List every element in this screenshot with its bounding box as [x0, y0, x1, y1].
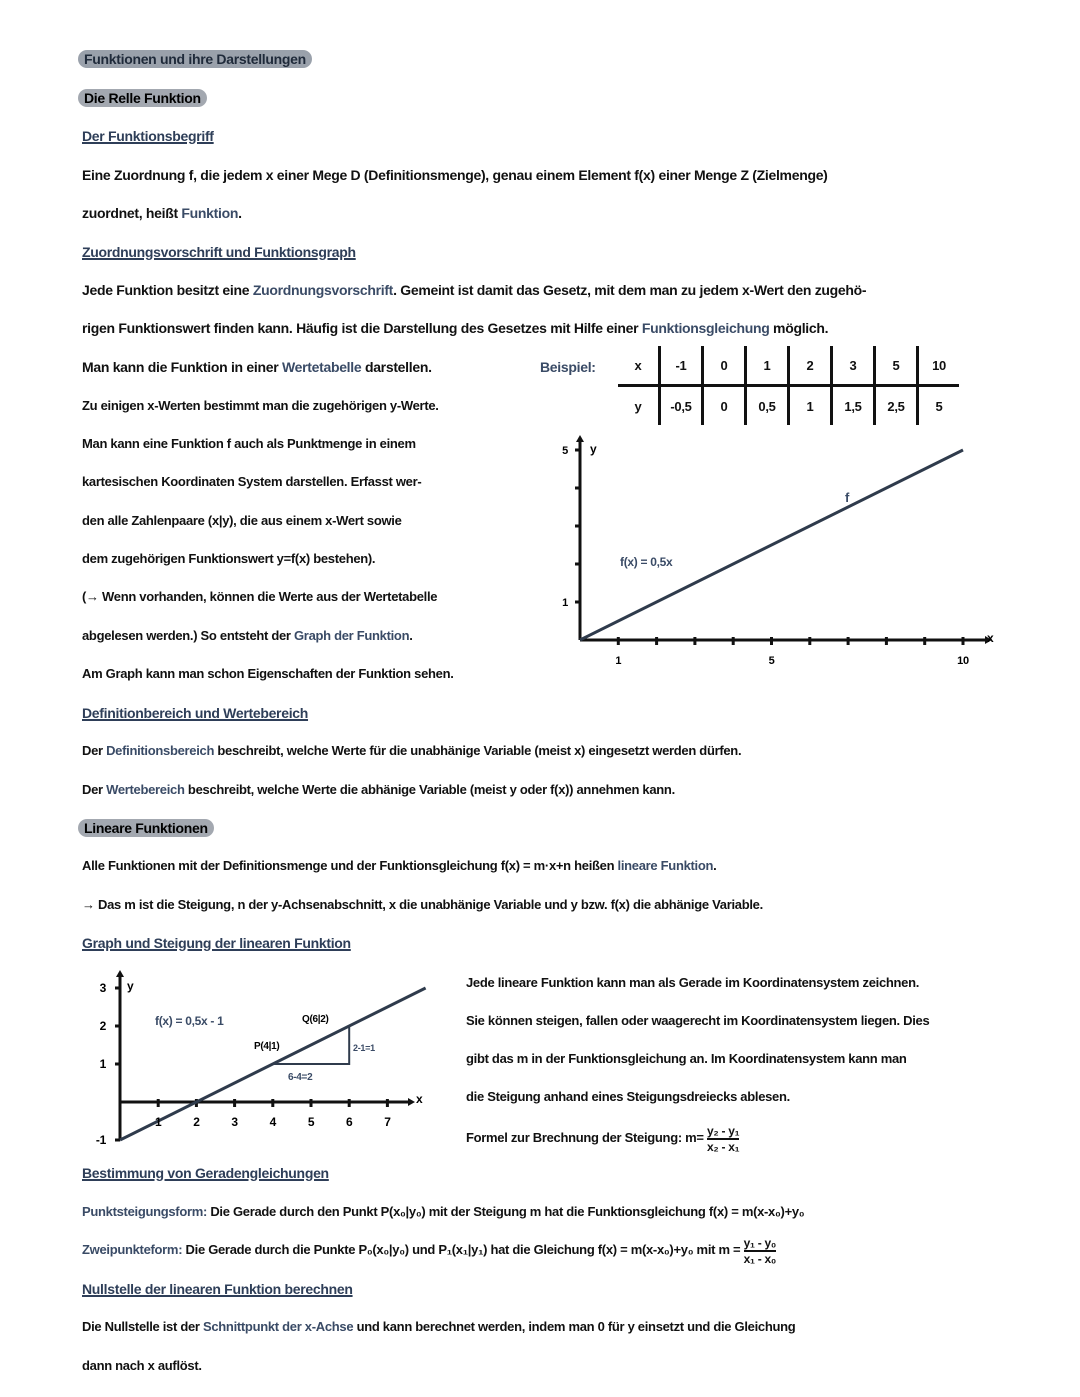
section-heading: Lineare Funktionen: [78, 819, 214, 837]
table-cell: 0: [703, 386, 746, 426]
table-cell: 0,5: [746, 386, 789, 426]
x-tick-label: 1: [615, 655, 622, 667]
paragraph: Jede lineare Funktion kann man als Gerade im Koordinatensystem zeichnen.: [466, 975, 920, 990]
table-header-y: y: [634, 398, 642, 414]
paragraph: Der Definitionsbereich beschreibt, welche Werte für die unabhänige Variable (meist x) eingesetzt werden dürfen.: [82, 743, 742, 758]
table-cell: 2,5: [875, 386, 918, 426]
y-tick-label: 5: [562, 445, 568, 457]
paragraph: Eine Zuordnung f, die jedem x einer Mege D (Definitionsmenge), genau einem Element f(x) einer Menge Z (Zielmenge): [82, 167, 828, 183]
curve-label: f: [845, 490, 850, 505]
subheading: Definitionbereich und Wertebereich: [82, 705, 309, 721]
paragraph: Sie können steigen, fallen oder waagerecht im Koordinatensystem liegen. Dies: [466, 1013, 930, 1028]
paragraph: zuordnet, heißt Funktion.: [82, 205, 242, 221]
subheading: Zuordnungsvorschrift und Funktionsgraph: [82, 244, 356, 260]
dy-label: 2-1=1: [353, 1043, 375, 1053]
paragraph: Der Wertebereich beschreibt, welche Werte die abhänige Variable (meist y oder f(x)) annehmen kann.: [82, 782, 675, 797]
y-tick-label: 1: [562, 597, 568, 609]
x-tick-label: 2: [193, 1115, 200, 1129]
table-cell: 1: [789, 386, 832, 426]
paragraph: Man kann die Funktion in einer Wertetabelle darstellen.: [82, 359, 432, 375]
x-tick-label: 1: [155, 1115, 162, 1129]
paragraph: (→ Wenn vorhanden, können die Werte aus der Wertetabelle: [82, 589, 438, 604]
paragraph: Zu einigen x-Werten bestimmt man die zugehörigen y-Werte.: [82, 398, 439, 413]
example-label: Beispiel:: [540, 359, 596, 375]
subheading: Nullstelle der linearen Funktion berechnen: [82, 1281, 353, 1297]
paragraph: den alle Zahlenpaare (x|y), die aus einem x-Wert sowie: [82, 513, 402, 528]
y-tick-label: 2: [99, 1019, 106, 1033]
paragraph: dem zugehörigen Funktionswert y=f(x) bestehen).: [82, 551, 376, 566]
section-heading: Die Relle Funktion: [78, 89, 207, 107]
paragraph: Die Nullstelle ist der Schnittpunkt der x-Achse und kann berechnet werden, indem man 0 für y einsetzt und die Gleichung: [82, 1319, 796, 1334]
table-cell: 1: [746, 346, 789, 386]
table-cell: -1: [660, 346, 703, 386]
paragraph: Man kann eine Funktion f auch als Punktmenge in einem: [82, 436, 416, 451]
y-axis-label: y: [127, 979, 134, 993]
x-tick-label: 10: [957, 655, 969, 667]
paragraph: Jede Funktion besitzt eine Zuordnungsvorschrift. Gemeint ist damit das Gesetz, mit dem man zu jedem x-Wert den zugehö-: [82, 282, 867, 298]
page-title: Funktionen und ihre Darstellungen: [78, 50, 312, 68]
paragraph: Alle Funktionen mit der Definitionsmenge und der Funktionsgleichung f(x) = m·x+n heißen lineare Funktion.: [82, 858, 717, 873]
x-axis-arrow: [408, 1098, 415, 1106]
subheading: Bestimmung von Geradengleichungen: [82, 1165, 329, 1181]
equation-label: f(x) = 0,5x - 1: [155, 1014, 224, 1028]
paragraph: kartesischen Koordinaten System darstellen. Erfasst wer-: [82, 474, 422, 489]
dx-label: 6-4=2: [288, 1072, 313, 1083]
paragraph: dann nach x auflöst.: [82, 1358, 202, 1373]
x-tick-label: 7: [384, 1115, 391, 1129]
paragraph: Zweipunkteform: Die Gerade durch die Punkte P₀(x₀|y₀) und P₁(x₁|y₁) hat die Gleichung f(x) = m(x-x₀)+y₀ mit m = $\frac{\text{y₁ - y₀}}{\text{x₁ - x₀}}$: [82, 1235, 776, 1266]
table-cell: 5: [918, 386, 960, 426]
y-tick-label: 3: [99, 981, 106, 995]
equation-label: f(x) = 0,5x: [620, 555, 673, 569]
paragraph: Am Graph kann man schon Eigenschaften der Funktion sehen.: [82, 666, 454, 681]
table-cell: 2: [789, 346, 832, 386]
x-tick-label: 6: [346, 1115, 353, 1129]
y-axis-arrow: [116, 970, 124, 977]
paragraph: → Das m ist die Steigung, n der y-Achsenabschnitt, x die unabhänige Variable und y bzw. f(x) die abhänige Variable.: [82, 897, 763, 912]
x-axis-label: x: [416, 1092, 423, 1106]
x-axis-label: x: [987, 631, 994, 645]
subheading: Der Funktionsbegriff: [82, 128, 214, 144]
x-tick-label: 3: [231, 1115, 238, 1129]
table-cell: 0: [703, 346, 746, 386]
table-header-x: x: [618, 346, 660, 386]
point-p-label: P(4|1): [254, 1041, 280, 1052]
table-cell: 10: [918, 346, 960, 386]
y-axis-label: y: [590, 442, 597, 456]
table-cell: 1,5: [832, 386, 875, 426]
x-tick-label: 5: [307, 1115, 315, 1129]
x-tick-label: 5: [768, 655, 775, 667]
paragraph: rigen Funktionswert finden kann. Häufig ist die Darstellung des Gesetzes mit Hilfe einer Funktionsgleichung möglich.: [82, 320, 829, 336]
point-q-label: Q(6|2): [302, 1014, 329, 1025]
y-tick-label: 1: [99, 1057, 106, 1071]
paragraph: Punktsteigungsform: Die Gerade durch den Punkt P(x₀|y₀) mit der Steigung m hat die Funktionsgleichung f(x) = m(x-x₀)+y₀: [82, 1204, 805, 1219]
x-tick-label: 4: [269, 1115, 276, 1129]
subheading: Graph und Steigung der linearen Funktion: [82, 935, 351, 951]
table-cell: -0,5: [660, 386, 703, 426]
y-tick-label: -1: [95, 1133, 106, 1147]
slope-formula: Formel zur Brechnung der Steigung: m= $\frac{\text{y₂ - y₁}}{\text{x₂ - x₁}}$: [466, 1123, 740, 1154]
paragraph: abgelesen werden.) So entsteht der Graph der Funktion.: [82, 628, 413, 643]
table-cell: 5: [875, 346, 918, 386]
table-cell: 3: [832, 346, 875, 386]
paragraph: gibt das m in der Funktionsgleichung an. Im Koordinatensystem kann man: [466, 1051, 907, 1066]
paragraph: die Steigung anhand eines Steigungsdreiecks ablesen.: [466, 1089, 790, 1104]
